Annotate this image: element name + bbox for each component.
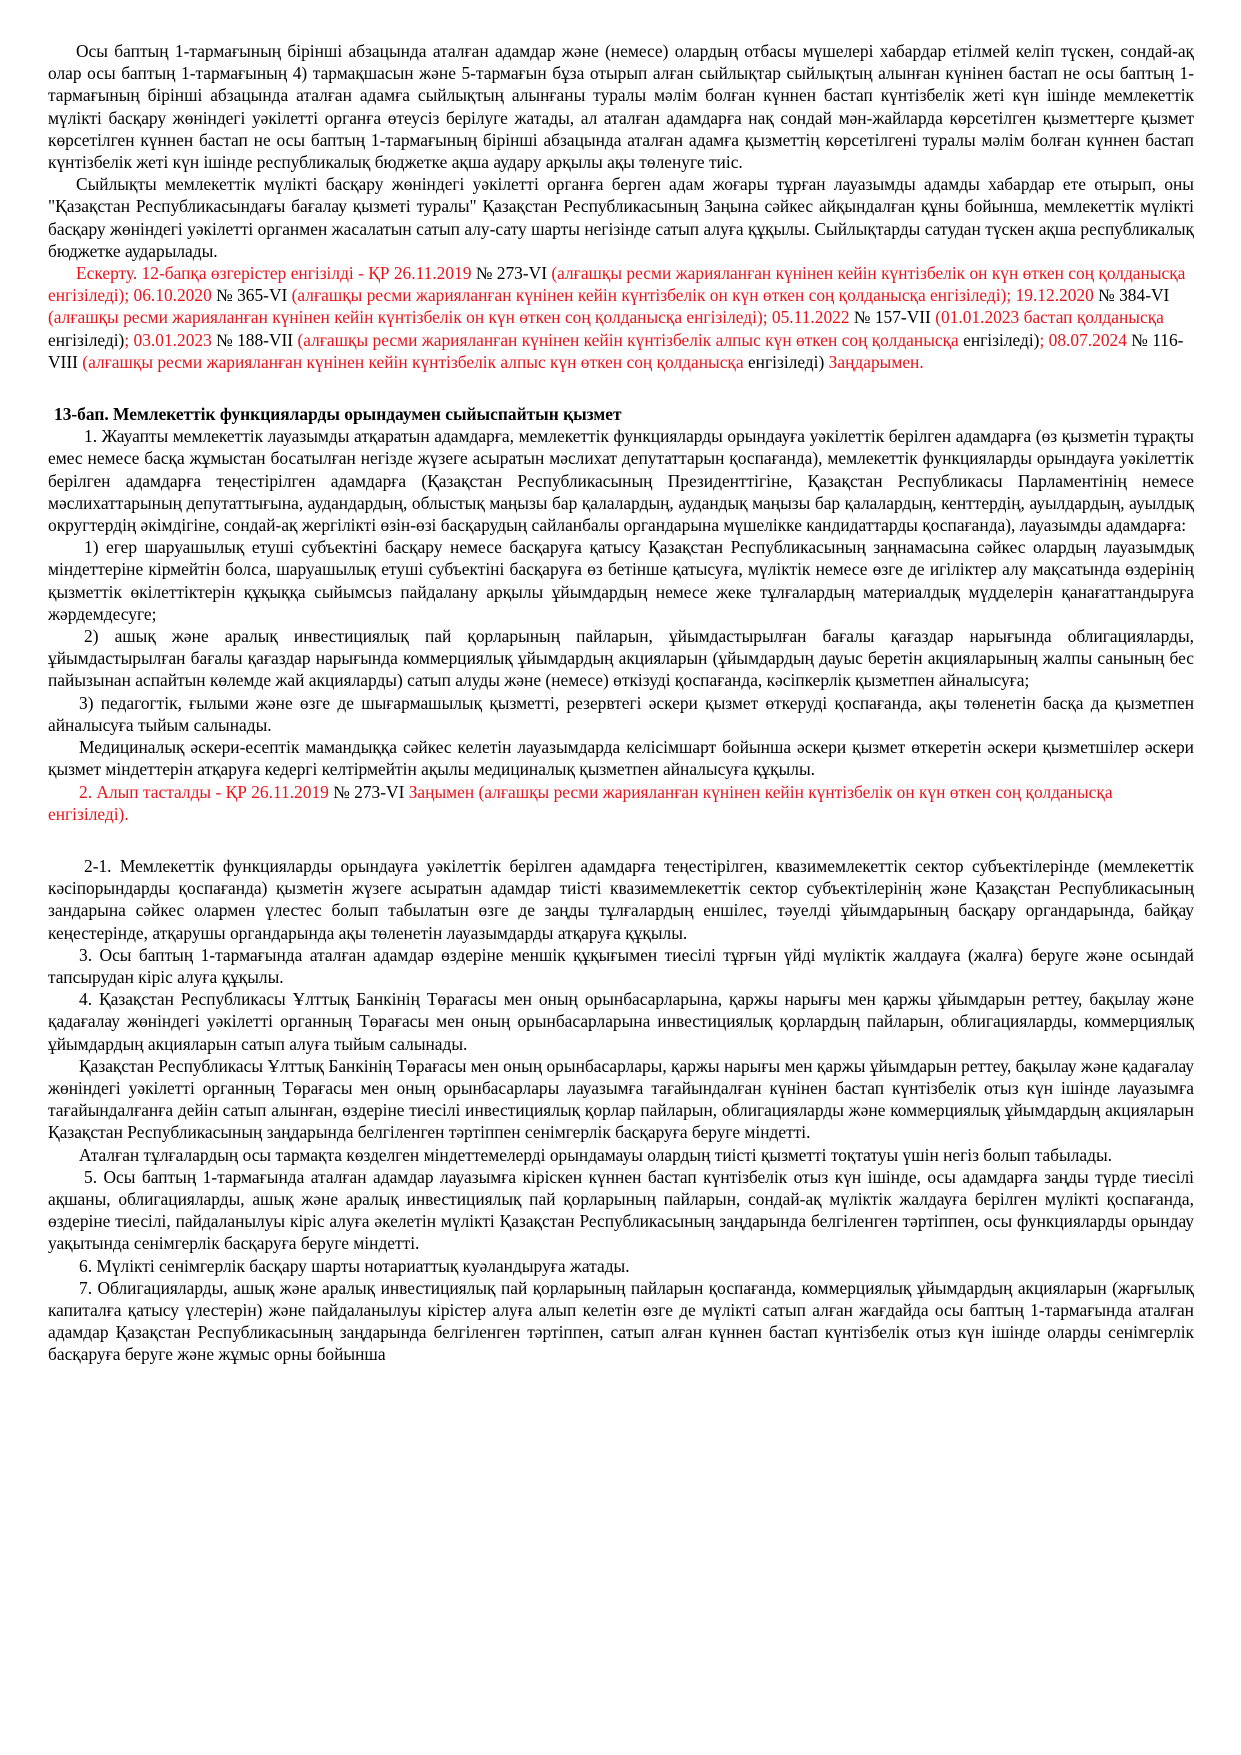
paragraph-13-1-item-3: 3) педагогтік, ғылыми және өзге де шығармашылық қызметті, резервтегі әскери қызмет өткеруді қоспағанда, ақы төленетін басқа да қызметпен айналысуға тыйым салынады. <box>48 692 1194 735</box>
law-number-link[interactable]: № 116-VIII <box>48 329 1184 372</box>
note-text-segment: Заңдарымен. <box>824 351 924 372</box>
paragraph-13-1-item-1: 1) егер шаруашылық етуші субъектіні басқару немесе басқаруға қатысу Қазақстан Республикасының заңнамасына сәйкес олардың лауазымдық міндеттеріне кірмейтін болса, шаруашылық етуші субъектіні басқаруға өз бетінше қатысуға, мүліктік немесе өзге де игіліктер алу мақсатында өздерінің қызметтік өкілеттіктерін құқыққа сыйымсыз пайдалану арқылы ұйымдардың немесе жеке тұлғалардың материалдық мүдделерін қанағаттандыруға жәрдемдесуге; <box>48 537 1194 624</box>
amendment-note-article-12 <box>48 262 1194 373</box>
note-text-segment: (алғашқы ресми жарияланған күнінен кейін күнтізбелік алпыс күн өткен соң қолданысқа <box>82 351 748 372</box>
note-text-segment: (01.01.2023 бастап қолданысқа <box>935 307 1164 328</box>
paragraph-13-1-medical: Медициналық әскери-есептік мамандыққа сәйкес келетін лауазымдарда келісімшарт бойынша әскери қызмет өткеретін әскери қызметшілер әскери қызмет міндеттерін атқаруға кедергі келтірмейтін ақылы медициналық қызметпен айналысуға құқылы. <box>48 737 1194 780</box>
paragraph-13-4: 4. Қазақстан Республикасы Ұлттық Банкінің Төрағасы мен оның орынбасарларына, қаржы нарығы мен қаржы ұйымдарын реттеу, бақылау және қадағалау жөніндегі уәкілетті органның Төрағасы мен оның орынбасарларына инвестициялық қорлардың пайларын, облигацияларды, коммерциялық ұйымдардың акцияларын сатып алуға тыйым салынады. <box>48 989 1194 1054</box>
spacer <box>48 825 1194 855</box>
paragraph-13-4-c: Аталған тұлғалардың осы тармақта көзделген міндеттемелерді орындамауы олардың тиісті қызметті тоқтатуы үшін негіз болып табылады. <box>79 1144 1112 1165</box>
paragraph-13-1-item-2: 2) ашық және аралық инвестициялық пай қорларының пайларын, ұйымдастырылған бағалы қағаздар нарығында облигацияларды, ұйымдастырылған бағалы қағаздар нарығында коммерциялық ұйымдардың акцияларын (ұйымдардың дауыс беретін акцияларының жалпы санының бес пайызынан аспайтын көлемде жай акцияларды) сатып алуды және (немесе) өткізуді қоспағанда, кәсіпкерлік қызметпен айналысуға; <box>48 626 1194 691</box>
paragraph-gift-transfer: Осы баптың 1-тармағының бірінші абзацында аталған адамдар және (немесе) олардың отбасы мүшелері хабардар етілмей келіп түскен, сондай-ақ олар осы баптың 1-тармағының 4) тармақшасын және 5-тармағын бұза отырып алған сыйлықтар сыйлықтың алынған күнінен бастап не осы баптың 1-тармағының бірінші абзацында аталған адамға сыйлықтың алынғаны туралы мәлім болған күннен бастап күнтізбелік жеті күн ішінде мемлекеттік мүлікті басқару жөніндегі уәкілетті органға өтеусіз берілуге жатады, ал аталған адамдарға нақ сондай мән-жайларда көрсетілген қызметтерге қызмет көрсетілген күннен бастап не осы баптың 1-тармағының бірінші абзацында аталған адамға қызметтің көрсетілгені туралы мәлім болған күннен бастап күнтізбелік жеті күн ішінде республикалық бюджетке ақша аудару арқылы ақы төленуге тиіс. <box>48 41 1194 173</box>
paragraph-gift-purchase: Сыйлықты мемлекеттік мүлікті басқару жөніндегі уәкілетті органға берген адам жоғары тұрған лауазымды адамды хабардар ете отырып, оны "Қазақстан Республикасындағы бағалау қызметі туралы" Қазақстан Республикасының Заңына сәйкес айқындалған құны бойынша, мемлекеттік мүлікті басқару жөніндегі уәкілетті органмен жасалатын сатып алу-сату шарты негізінде сатып алуға құқылы. Сыйлықтарды сатудан түскен ақша республикалық бюджетке аударылады. <box>48 174 1194 261</box>
paragraph-13-6: 6. Мүлікті сенімгерлік басқару шарты нотариаттық куәландыруға жатады. <box>79 1255 630 1276</box>
law-number-link[interactable]: № 273-VI <box>475 263 552 284</box>
law-number-link[interactable]: № 157-VII <box>853 307 936 328</box>
note-text-segment: (алғашқы ресми жарияланған күнінен кейін күнтізбелік он күн өткен соң қолданысқа енгізіледі); 05.11.2022 <box>48 307 854 328</box>
note-text-segment: ; 08.07.2024 <box>1039 329 1132 350</box>
law-number-link[interactable]: енгізіледі) <box>48 329 125 350</box>
note-text-segment: (алғашқы ресми жарияланған күнінен кейін күнтізбелік он күн өткен соң қолданысқа енгізіледі); 06.10.2020 <box>48 263 1186 306</box>
paragraph-13-3: 3. Осы баптың 1-тармағында аталған адамдар өздеріне меншік құқығымен тиесілі тұрғын үйді мүліктік жалдауға (жалға) беруге және осындай тапсырудан кіріс алуға құқылы. <box>48 944 1194 987</box>
paragraph-13-7: 7. Облигацияларды, ашық және аралық инвестициялық пай қорларының пайларын қоспағанда, коммерциялық ұйымдардың акцияларын (жарғылық капиталға қатысу үлестерін) және пайдаланылуы кірістер алуға алып келетін өзге де мүлікті сатып алған жағдайда осы баптың 1-тармағында аталған адамдар Қазақстан Республикасының заңдарында белгіленген тәртіппен, сатып алған күннен бастап күнтізбелік отыз күн ішінде оларды сенімгерлік басқаруға беруге және жұмыс орны бойынша <box>48 1277 1194 1365</box>
law-number-link[interactable]: енгізіледі) <box>963 329 1040 350</box>
note-text-segment: 2. Алып тасталды - ҚР 26.11.2019 <box>79 781 334 802</box>
article-13-title: 13-бап. Мемлекеттік функцияларды орындаумен сыйыспайтын қызмет <box>54 404 622 425</box>
law-number-link[interactable]: № 273-VI <box>333 781 409 802</box>
note-text-segment: (алғашқы ресми жарияланған күнінен кейін күнтізбелік алпыс күн өткен соң қолданысқа <box>297 329 964 350</box>
note-text-segment: (алғашқы ресми жарияланған күнінен кейін күнтізбелік он күн өткен соң қолданысқа енгізіледі); 19.12.2020 <box>291 285 1099 306</box>
law-number-link[interactable]: енгізіледі) <box>747 351 825 372</box>
law-number-link[interactable]: № 384-VI <box>1098 285 1170 306</box>
note-text-segment: Ескерту. 12-бапқа өзгерістер енгізілді - ҚР 26.11.2019 <box>76 263 476 284</box>
note-text-segment: ; 03.01.2023 <box>124 329 217 350</box>
paragraph-13-4-b: Қазақстан Республикасы Ұлттық Банкінің Төрағасы мен оның орынбасарлары, қаржы нарығы мен қаржы ұйымдарын реттеу, бақылау және қадағалау жөніндегі уәкілетті органның Төрағасы мен оның орынбасарлары лауазымға тағайындалған күнінен бастап күнтізбелік отыз күн ішінде лауазымға тағайындалғанға дейін сатып алынған, өздеріне тиесілі инвестициялық қорлар пайларын, облигацияларды және коммерциялық ұйымдардың акцияларын Қазақстан Республикасының заңдарында белгіленген тәртіппен сенімгерлік басқаруға беруге міндетті. <box>48 1055 1194 1143</box>
spacer <box>48 373 1194 403</box>
paragraph-13-5: 5. Осы баптың 1-тармағында аталған адамдар лауазымға кіріскен күннен бастап күнтізбелік отыз күн ішінде, осы адамдарға заңды түрде тиесілі ақшаны, облигацияларды, ашық және аралық инвестициялық пай қорларының пайларын, сондай-ақ мүліктік жалдауға берілген мүлікті қоспағанда, өздеріне тиесілі, пайдаланылуы кіріс алуға әкелетін мүлікті Қазақстан Республикасының заңдарында белгіленген тәртіппен, осы функцияларды орындау уақытында сенімгерлік басқаруға беруге міндетті. <box>48 1166 1194 1254</box>
law-number-link[interactable]: № 188-VII <box>216 329 298 350</box>
amendment-note-13-2 <box>48 781 1194 825</box>
note-text-segment: Заңымен (алғашқы ресми жарияланған күнінен кейін күнтізбелік он күн өткен соң қолданысқа енгізіледі). <box>48 781 1113 824</box>
paragraph-13-2-1: 2-1. Мемлекеттік функцияларды орындауға уәкілеттік берілген адамдарға теңестірілген, квазимемлекеттік сектор субъектілерінде (мемлекеттік кәсіпорындарды қоспағанда) қызметін жүзеге асыратын адамдар тиісті квазимемлекеттік сектор субъектілерінің және Қазақстан Республикасының зандарына сәйкес олармен үлестес болып табылатын өзге де заңды тұлғалардың еншілес, тәуелді ұйымдарының басқару органдарында, байқау кеңестерінде, атқарушы органдарында ақы төленетін лауазымдарды атқаруға құқылы. <box>48 855 1194 943</box>
document-page <box>48 40 1194 1366</box>
law-number-link[interactable]: № 365-VI <box>216 285 292 306</box>
paragraph-13-1: 1. Жауапты мемлекеттік лауазымды атқаратын адамдарға, мемлекеттік функцияларды орындауға уәкілеттік берілген адамдарға (өз қызметін тұрақты емес немесе басқа жұмыстан босатылған негізде жүзеге асыратын мәслихат депутаттарын қоспағанда), мемлекеттік функцияларды орындауға уәкілеттік берілген адамдарға теңестірілген адамдарға (Қазақстан Республикасының Президенттігіне, Қазақстан Республикасы Парламентінің немесе мәслихаттарының депутаттығына, аудандардың, облыстық маңызы бар қалалардың, аудандық маңызы бар қалалардың, кенттердің, ауылдардың, ауылдық округтердің әкімдігіне, сондай-ақ жергілікті өзін-өзі басқарудың сайланбалы органдарына мүшелікке кандидаттарды қоспағанда), лауазымды адамдарға: <box>48 426 1194 536</box>
